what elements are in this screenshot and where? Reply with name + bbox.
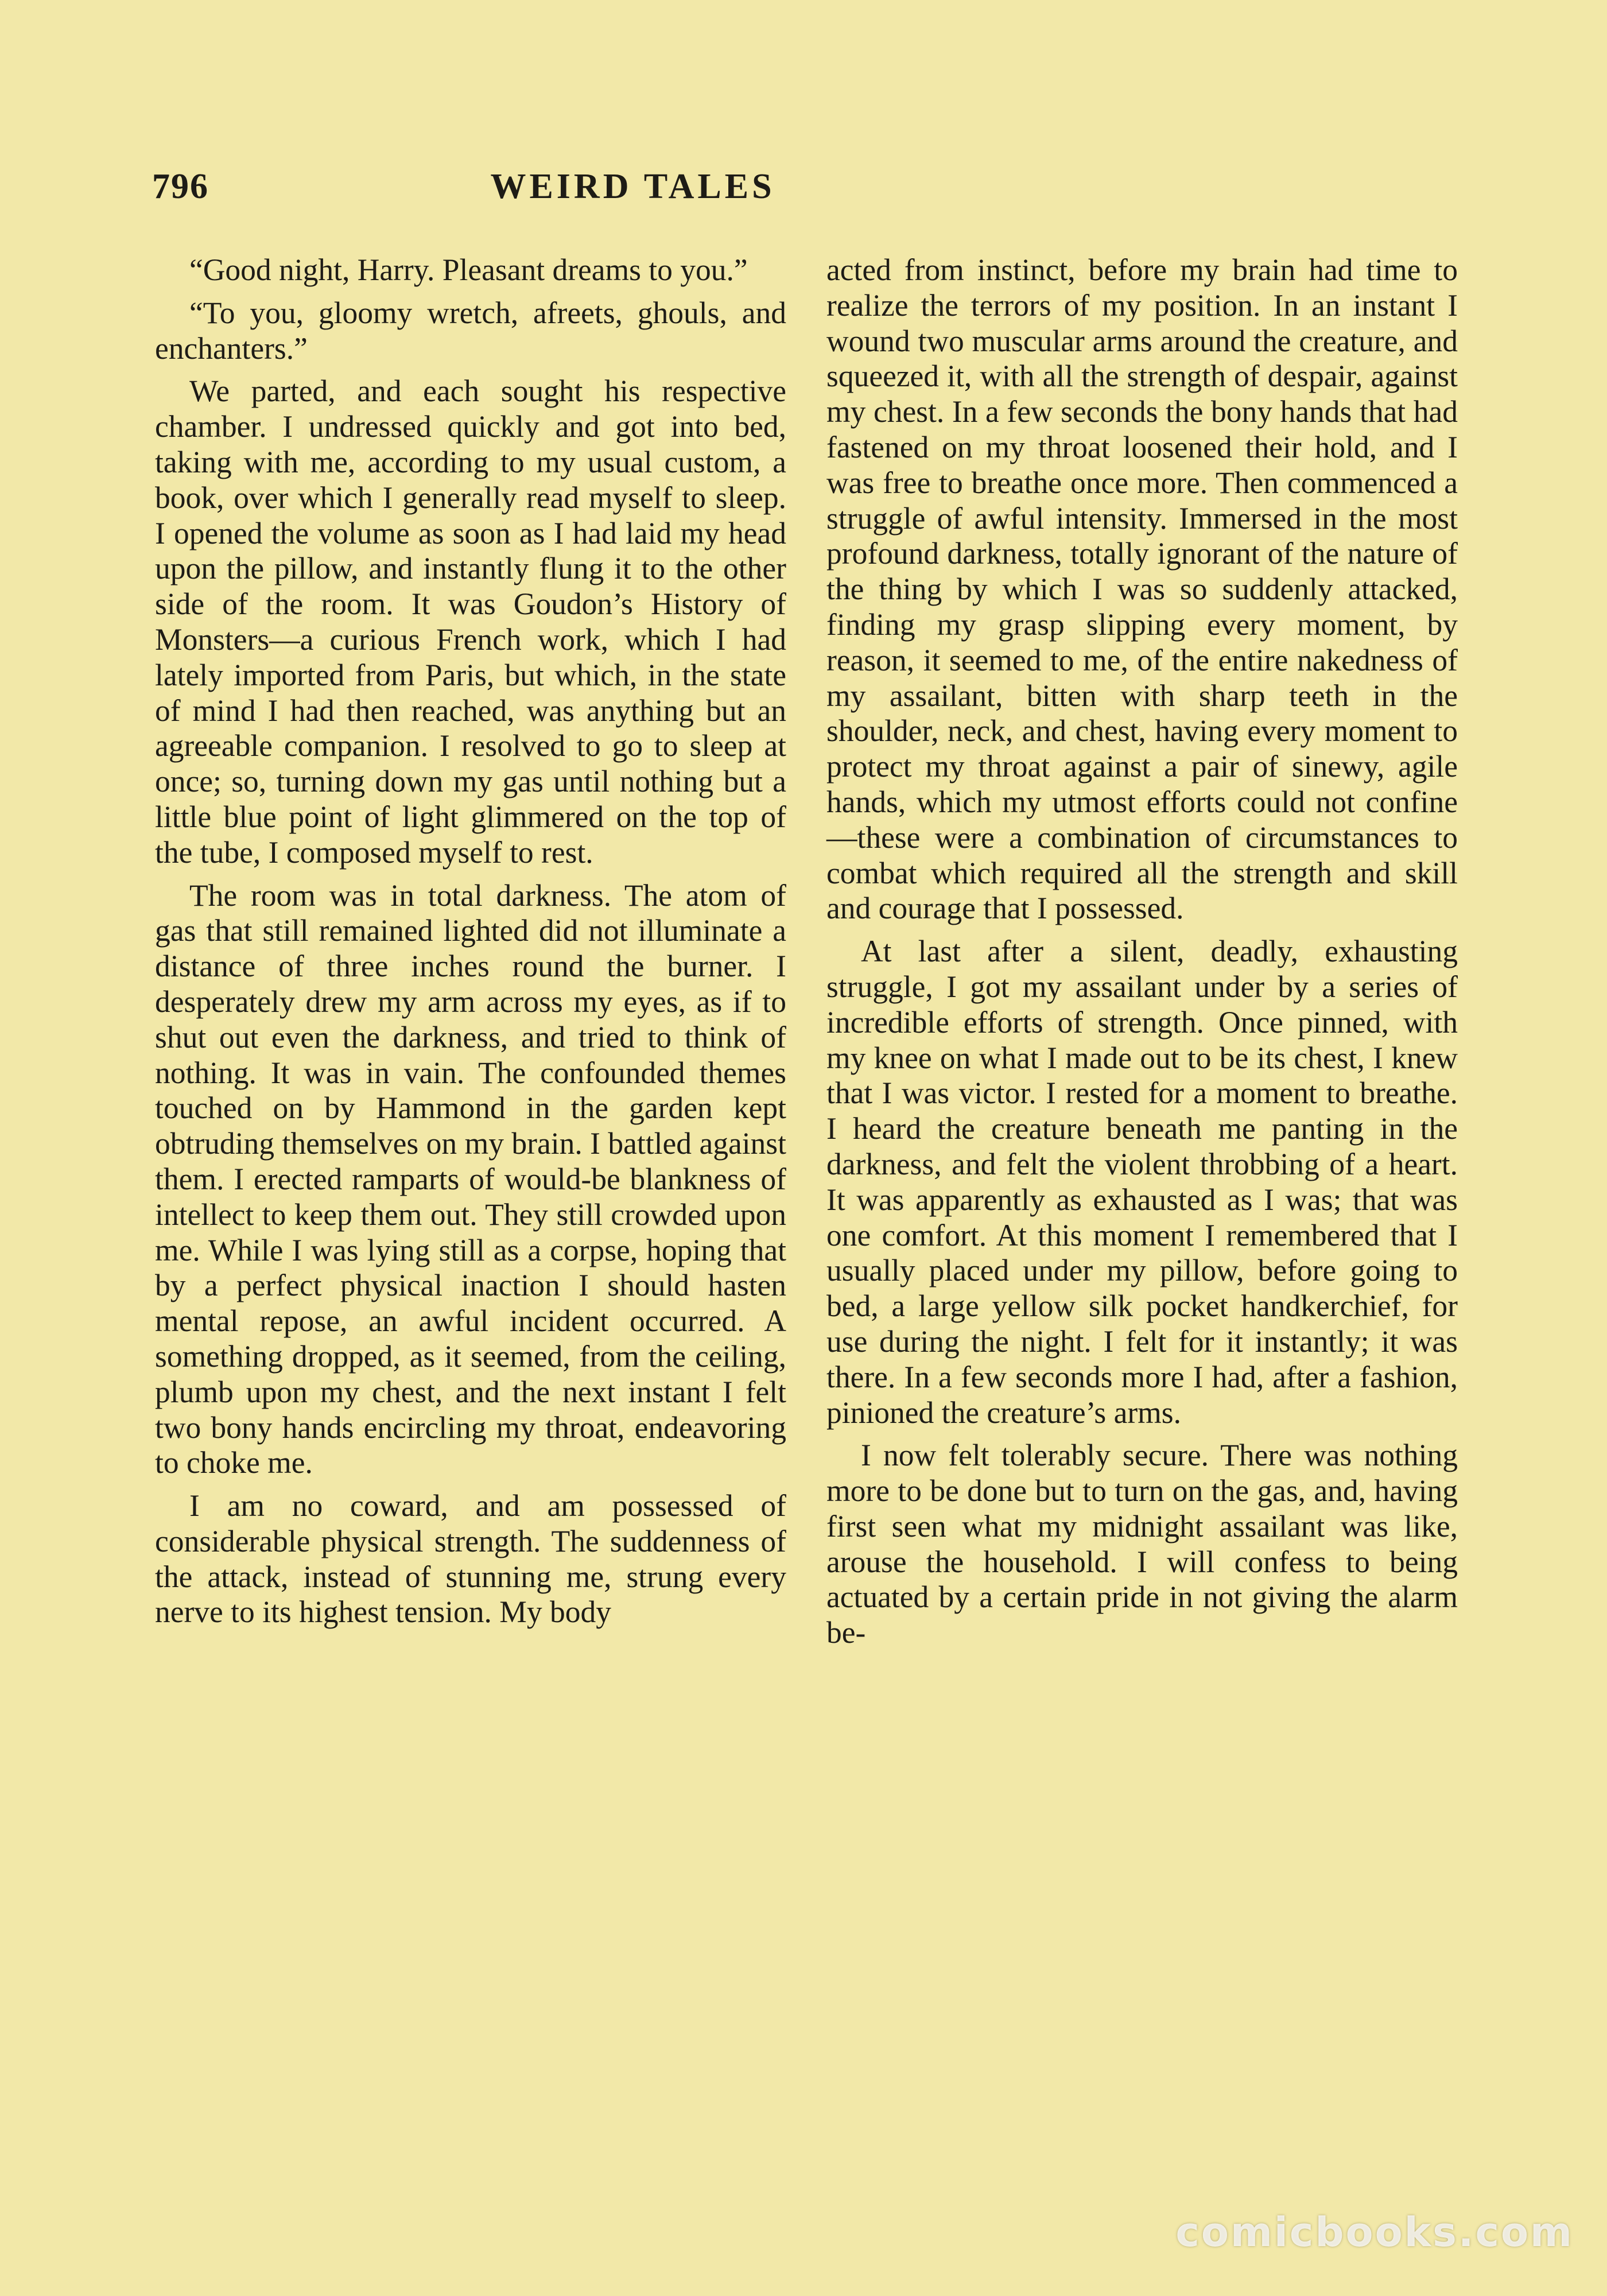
running-title: WEIRD TALES bbox=[490, 167, 775, 206]
left-column bbox=[155, 253, 786, 1638]
paragraph: “Good night, Harry. Pleasant dreams to you.” bbox=[189, 253, 748, 287]
paragraph: I now felt tolerably secure. There was nothing more to be done but to turn on the gas, and, having first seen what my midnight assailant was like, arouse the household. I will confess to being actuated by a certain pride in not giving the alarm be- bbox=[826, 1438, 1458, 1650]
paragraph: “To you, gloomy wretch, afreets, ghouls, and enchanters.” bbox=[155, 295, 786, 366]
page-header bbox=[152, 166, 1113, 218]
paragraph: We parted, and each sought his respective chamber. I undressed quickly and got into bed, taking with me, according to my usual custom, a book, over which I generally read myself to sleep. I opened the volume as soon as I had laid my head upon the pillow, and instantly flung it to the other side of the room. It was Goudon’s History of Monsters—a curious French work, which I had lately imported from Paris, but which, in the state of mind I had then reached, was anything but an agreeable companion. I resolved to go to sleep at once; so, turning down my gas until nothing but a little blue point of light glimmered on the top of the tube, I composed myself to rest. bbox=[155, 374, 786, 870]
paragraph: At last after a silent, deadly, exhausting struggle, I got my assailant under by a series of incredible efforts of strength. Once pinned, with my knee on what I made out to be its chest, I knew that I was victor. I rested for a moment to breathe. I heard the creature beneath me panting in the darkness, and felt the violent throbbing of a heart. It was apparently as exhausted as I was; that was one comfort. At this moment I remembered that I usually placed under my pillow, before going to bed, a large yellow silk pocket handkerchief, for use during the night. I felt for it instantly; it was there. In a few seconds more I had, after a fashion, pinioned the creature’s arms. bbox=[826, 934, 1458, 1430]
paragraph-continued: acted from instinct, before my brain had time to realize the terrors of my position. In an instant I wound two muscular arms around the creature, and squeezed it, with all the strength of despair, against my chest. In a few seconds the bony hands that had fastened on my throat loosened their hold, and I was free to breathe once more. Then commenced a struggle of awful intensity. Immersed in the most profound darkness, totally ignorant of the nature of the thing by which I was so suddenly attacked, finding my grasp slipping every moment, by reason, it seemed to me, of the entire nakedness of my assailant, bitten with sharp teeth in the shoulder, neck, and chest, having every moment to protect my throat against a pair of sinewy, agile hands, which my utmost efforts could not confine—these were a combination of circumstances to combat which required all the strength and skill and courage that I possessed. bbox=[826, 253, 1458, 926]
page-number: 796 bbox=[152, 167, 209, 206]
right-column bbox=[826, 253, 1458, 1658]
paragraph: The room was in total darkness. The atom of gas that still remained lighted did not illuminate a distance of three inches round the burner. I desperately drew my arm across my eyes, as if to shut out even the darkness, and tried to think of nothing. It was in vain. The confounded themes touched on by Hammond in the garden kept obtruding themselves on my brain. I battled against them. I erected ramparts of would-be blankness of intellect to keep them out. They still crowded upon me. While I was lying still as a corpse, hoping that by a perfect physical inaction I should hasten mental repose, an awful incident occurred. A something dropped, as it seemed, from the ceiling, plumb upon my chest, and the next instant I felt two bony hands encircling my throat, endeavoring to choke me. bbox=[155, 878, 786, 1480]
watermark-logo: comicbooks.com bbox=[1175, 2209, 1574, 2256]
paragraph: I am no coward, and am possessed of considerable physical strength. The suddenness of the attack, instead of stunning me, strung every nerve to its highest tension. My body bbox=[155, 1488, 786, 1630]
